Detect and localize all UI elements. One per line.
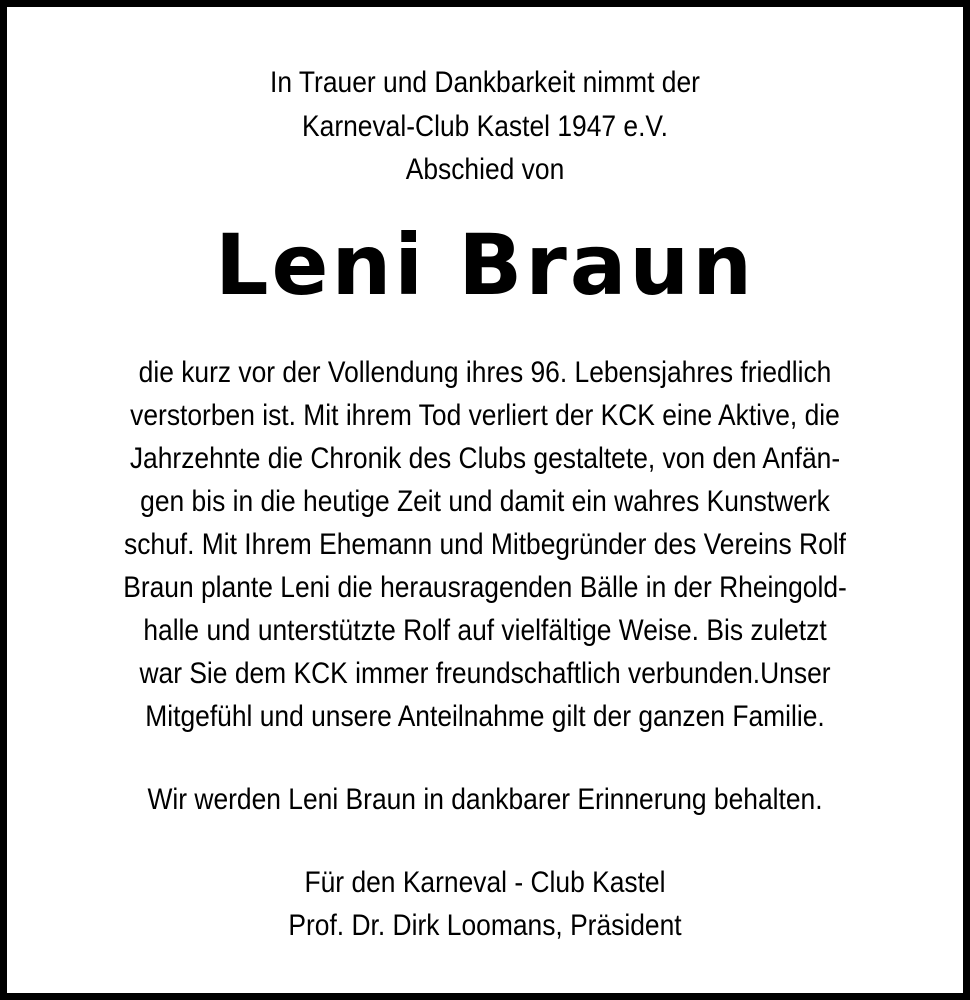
closing-line: Wir werden Leni Braun in dankbarer Erinnerung behalten. [147, 783, 823, 816]
body-line: die kurz vor der Vollendung ihres 96. Lebensjahres friedlich [138, 356, 832, 389]
body-line: Jahrzehnte die Chronik des Clubs gestaltete, von den Anfän- [129, 442, 841, 475]
body-line: schuf. Mit Ihrem Ehemann und Mitbegründer des Vereins Rolf [124, 528, 846, 561]
signature-line: Für den Karneval - Club Kastel [304, 866, 666, 899]
intro-line: In Trauer und Dankbarkeit nimmt der [270, 66, 700, 99]
body-line: gen bis in die heutige Zeit und damit ein wahres Kunstwerk [140, 485, 830, 518]
intro-line: Abschied von [405, 153, 565, 186]
body-line: Braun plante Leni die herausragenden Bälle in der Rheingold- [123, 571, 847, 604]
body-line: war Sie dem KCK immer freundschaftlich verbunden.Unser [139, 657, 831, 690]
body-line: halle und unterstützte Rolf auf vielfältige Weise. Bis zuletzt [143, 614, 827, 647]
signature-line: Prof. Dr. Dirk Loomans, Präsident [288, 909, 682, 942]
body-line: verstorben ist. Mit ihrem Tod verliert der KCK eine Aktive, die [130, 399, 840, 432]
deceased-name: Leni Braun [214, 216, 756, 314]
intro-line: Karneval-Club Kastel 1947 e.V. [302, 110, 668, 143]
body-line: Mitgefühl und unsere Anteilnahme gilt der ganzen Familie. [145, 700, 825, 733]
